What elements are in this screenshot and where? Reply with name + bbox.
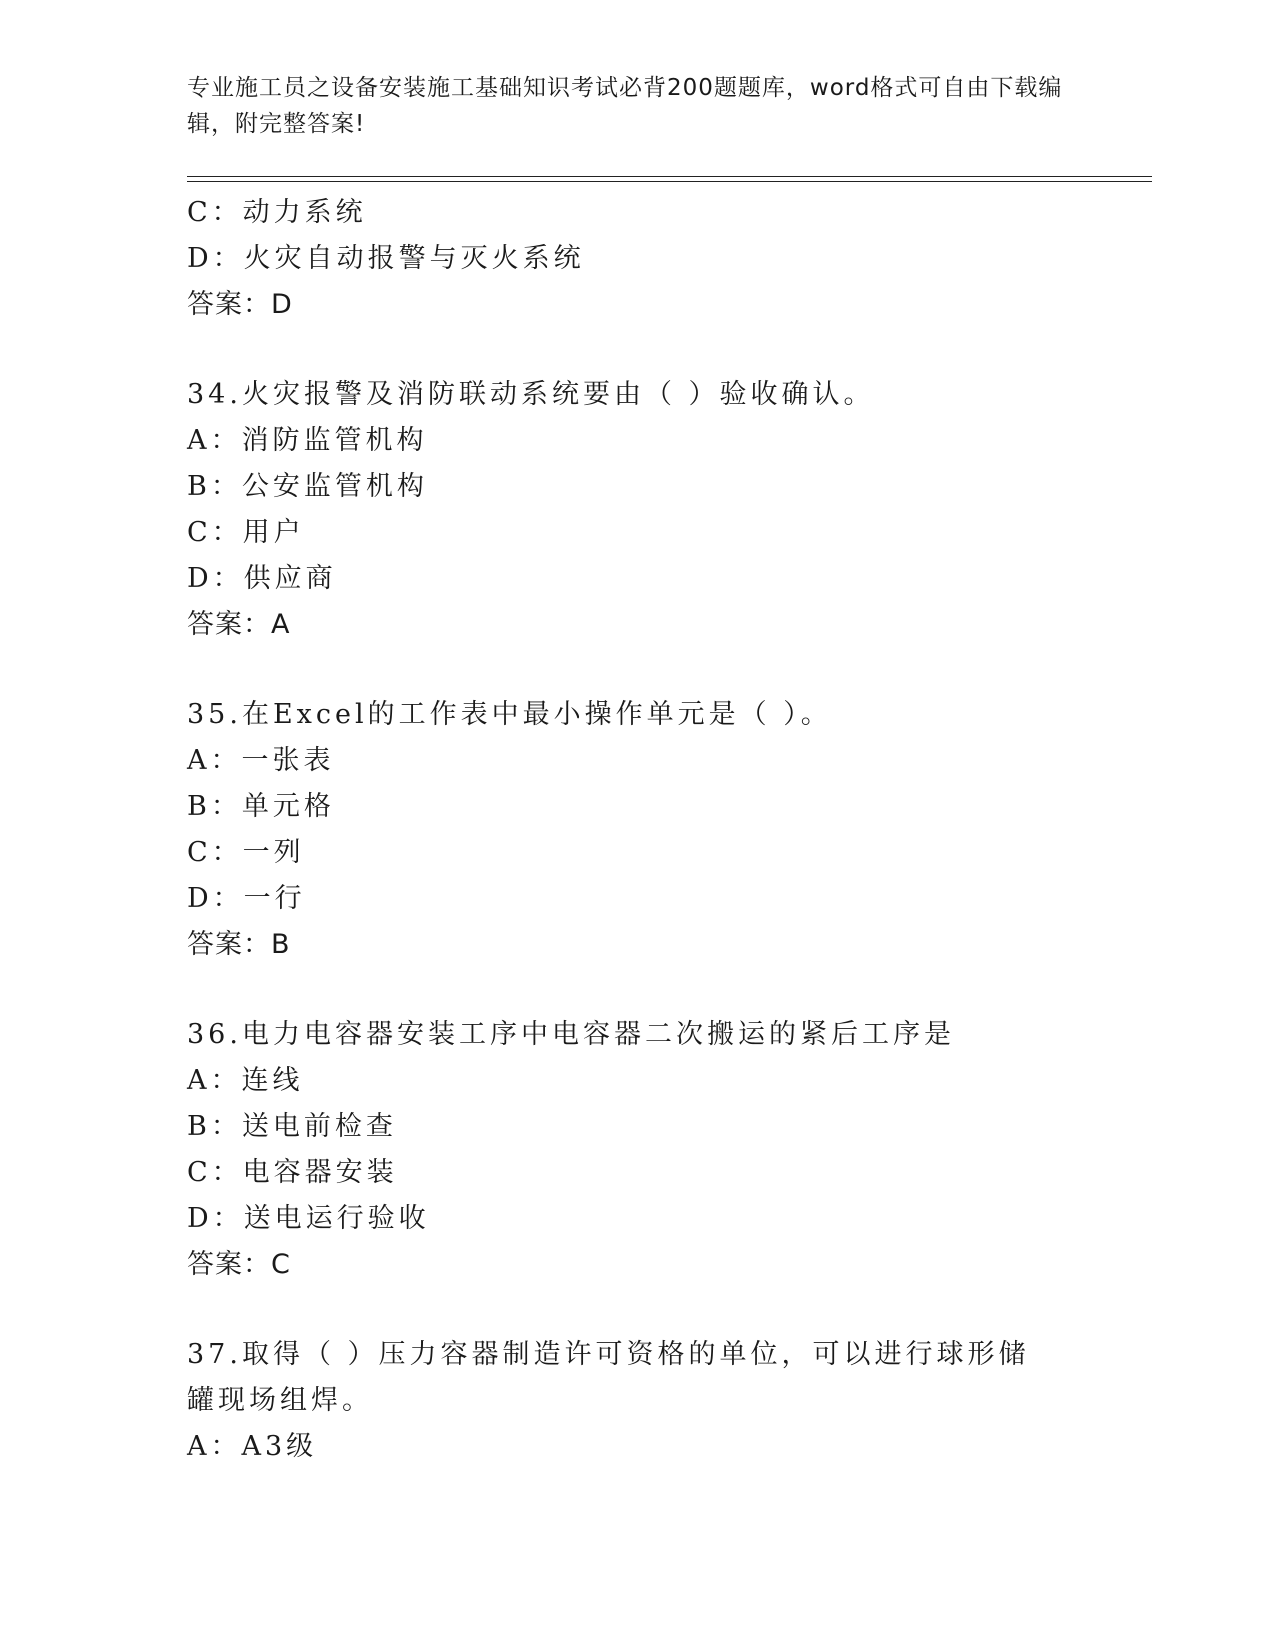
question-text [187, 692, 1087, 738]
option-d: D：送电运行验收 [187, 1203, 430, 1234]
question-text [187, 1332, 1047, 1424]
question-list [187, 190, 1087, 1470]
option-d: D：火灾自动报警与灭火系统 [187, 243, 585, 274]
answer-line: 答案：C [187, 1249, 291, 1280]
question-number: 34. [187, 379, 242, 410]
option-b: B：公安监管机构 [187, 471, 428, 502]
question-text [187, 1012, 1087, 1058]
question-block [187, 692, 1087, 968]
answer-line: 答案：D [187, 289, 293, 320]
answer-line: 答案：A [187, 609, 291, 640]
question-number: 36. [187, 1019, 242, 1050]
question-stem: 取得（ ）压力容器制造许可资格的单位，可以进行球形储罐现场组焊。 [187, 1339, 1030, 1416]
question-stem: 火灾报警及消防联动系统要由（ ）验收确认。 [241, 379, 875, 410]
header-divider-top [187, 176, 1152, 177]
header-divider-bottom [187, 181, 1152, 182]
question-stem: 电力电容器安装工序中电容器二次搬运的紧后工序是 [241, 1019, 955, 1050]
document-header: 专业施工员之设备安装施工基础知识考试必背200题题库，word格式可自由下载编辑，附完整答案! [187, 75, 1063, 137]
question-block [187, 1012, 1087, 1288]
option-c: C：一列 [187, 837, 305, 868]
option-a: A：A3级 [187, 1431, 318, 1462]
option-d: D：供应商 [187, 563, 337, 594]
answer-line: 答案：B [187, 929, 291, 960]
option-c: C：动力系统 [187, 197, 367, 228]
option-a: A：一张表 [187, 745, 335, 776]
question-number: 35. [187, 699, 242, 730]
option-a: A：连线 [187, 1065, 304, 1096]
option-c: C：用户 [187, 517, 305, 548]
option-c: C：电容器安装 [187, 1157, 398, 1188]
question-number: 37. [187, 1339, 242, 1370]
question-stem: 在Excel的工作表中最小操作单元是（ ）。 [241, 699, 832, 730]
option-b: B：送电前检查 [187, 1111, 397, 1142]
option-d: D：一行 [187, 883, 306, 914]
question-text [187, 372, 1087, 418]
option-b: B：单元格 [187, 791, 335, 822]
question-block [187, 1332, 1087, 1470]
option-a: A：消防监管机构 [187, 425, 428, 456]
question-block [187, 372, 1087, 648]
question-block [187, 190, 1087, 328]
